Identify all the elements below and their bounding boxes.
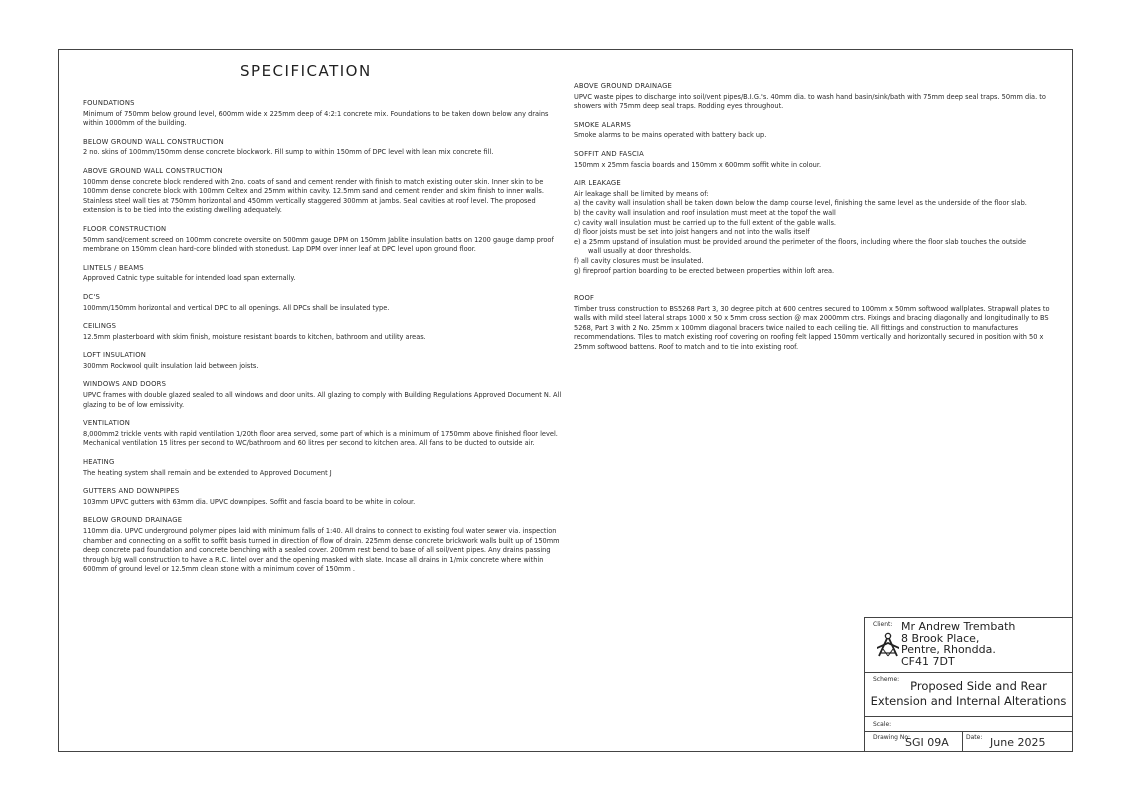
air-leakage-item: f) all cavity closures must be insulated. (574, 256, 704, 265)
spec-section-loft-insulation (83, 351, 563, 371)
section-heading: HEATING (83, 458, 115, 467)
left-column (83, 99, 563, 584)
spec-section-ventilation (83, 419, 563, 449)
spec-section-smoke-alarms (574, 121, 1060, 141)
section-heading: BELOW GROUND WALL CONSTRUCTION (83, 137, 224, 146)
section-heading: ABOVE GROUND WALL CONSTRUCTION (83, 166, 223, 175)
section-heading: SMOKE ALARMS (574, 120, 631, 129)
section-body: 50mm sand/cement screed on 100mm concrete oversite on 500mm gauge DPM on 150mm Jablite insulation batts on 1200 gauge damp proof membrane on 150mm clean hard-core blinded with stonedust. Lap DPM over inner leaf at DPC level upon ground floor. (83, 235, 554, 254)
spec-section-floor (83, 225, 563, 255)
client-address (901, 621, 1015, 667)
scale-label: Scale: (873, 721, 892, 728)
title-block-divider (962, 732, 963, 752)
section-body: UPVC frames with double glazed sealed to all windows and door units. All glazing to comply with Building Regulations Approved Document N. All glazing to be of low emissivity. (83, 391, 562, 409)
air-leakage-item: a) the cavity wall insulation shall be taken down below the damp course level, finishing the same level as the underside of the floor slab. (574, 199, 1027, 208)
section-heading: FLOOR CONSTRUCTION (83, 224, 167, 233)
section-body: Smoke alarms to be mains operated with battery back up. (574, 131, 767, 140)
section-heading: VENTILATION (83, 419, 131, 428)
air-leakage-item: wall usually at door thresholds. (588, 247, 692, 256)
drawing-date: June 2025 (990, 736, 1046, 749)
spec-section-below-ground-drainage (83, 516, 563, 575)
section-body: 150mm x 25mm fascia boards and 150mm x 600mm soffit white in colour. (574, 160, 822, 169)
drawing-number-row (865, 732, 1072, 752)
air-leakage-item: g) fireproof partion boarding to be erected between properties within loft area. (574, 266, 835, 275)
section-heading: FOUNDATIONS (83, 99, 135, 107)
spec-section-roof (574, 294, 1060, 353)
section-body: 2 no. skins of 100mm/150mm dense concrete blockwork. Fill sump to within 150mm of DPC level with lean mix concrete fill. (83, 148, 494, 157)
client-address-line: Pentre, Rhondda. (901, 643, 996, 656)
client-row (865, 618, 1072, 673)
air-leakage-item: e) a 25mm upstand of insulation must be provided around the perimeter of the floors, including where the floor slab touches the outside (574, 237, 1027, 246)
section-heading: ROOF (574, 294, 595, 303)
spec-section-gutters (83, 487, 563, 507)
air-leakage-item: c) cavity wall insulation must be carried up to the full extent of the gable walls. (574, 218, 836, 227)
scheme-line: Extension and Internal Alterations (870, 694, 1067, 708)
scheme-label: Scheme: (873, 676, 900, 683)
spec-section-soffit-fascia (574, 150, 1060, 170)
spec-section-heating (83, 458, 563, 478)
spec-section-lintels (83, 264, 563, 284)
section-heading: WINDOWS AND DOORS (83, 380, 167, 389)
title-block (864, 617, 1073, 752)
spec-section-above-ground-drainage (574, 82, 1060, 112)
client-label: Client: (873, 621, 893, 628)
section-body: 8,000mm2 trickle vents with rapid ventilation 1/20th floor area served, some part of which is a minimum of 1750mm above finished floor level. Mechanical ventilation 15 litres per second to WC/bathroom and 60 litres per second to kitchen area. All fans to be ducted to outside air. (83, 429, 558, 448)
section-body: 100mm dense concrete block rendered with 2no. coats of sand and cement render with finish to match existing outer skin. Inner skin to be 100mm dense concrete block with 100mm Celtex and 25mm within cavity. 12.5mm sand and cement render and skim finish to inner walls. Stainless steel wall ties at 750mm horizontal and 450mm vertically staggered 300mm at jambs. Seal cavities at roof level. The proposed extension is to be tied into the existing dwelling adequately. (83, 177, 544, 215)
spec-section-foundations (83, 99, 563, 129)
drawing-number: SGI 09A (905, 736, 949, 749)
spec-section-above-ground-wall (83, 167, 563, 216)
section-heading: LINTELS / BEAMS (83, 263, 144, 272)
spec-section-below-ground-wall (83, 138, 563, 158)
client-name: Mr Andrew Trembath (901, 620, 1016, 633)
air-leakage-item: b) the cavity wall insulation and roof insulation must meet at the topof the wall (574, 208, 836, 217)
section-body: Timber truss construction to BS5268 Part 3, 30 degree pitch at 600 centres secured to 100mm x 50mm softwood wallplates. Strapwall plates to walls with mild steel lateral straps 1000 x 50 x 5mm cross section @ max 2000mm ctrs. Fixings and bracing diagonally and longitudinally to BS 5268, Part 3 with 2 No. 25mm x 100mm diagonal bracers twice nailed to each ceiling tie. All fittings and construction to manufactures recommendations. Tiles to match existing roof covering on roofing felt lapped 150mm vertically and horizontally secured in position with 50 x 25mm softwood battens. Roof to match and to tie into existing roof. (574, 304, 1050, 352)
section-body: 100mm/150mm horizontal and vertical DPC to all openings. All DPCs shall be insulated type. (83, 303, 390, 312)
section-body: Minimum of 750mm below ground level, 600mm wide x 225mm deep of 4:2:1 concrete mix. Foundations to be taken down below any drains within 1000mm of the building. (83, 109, 549, 128)
section-heading: GUTTERS AND DOWNPIPES (83, 487, 180, 496)
spec-section-windows-doors (83, 380, 563, 410)
section-body: UPVC waste pipes to discharge into soil/vent pipes/B.I.G.'s. 40mm dia. to wash hand basin/sink/bath with 75mm deep seal traps. 50mm dia. to showers with 75mm deep seal traps. Rodding eyes throughout. (574, 92, 1046, 111)
section-body: 12.5mm plasterboard with skim finish, moisture resistant boards to kitchen, bathroom and utility areas. (83, 332, 426, 341)
scale-row (865, 717, 1072, 732)
air-leakage-intro: Air leakage shall be limited by means of: (574, 189, 709, 198)
section-body: 300mm Rockwool quilt insulation laid between joists. (83, 361, 259, 370)
section-heading: SOFFIT AND FASCIA (574, 149, 644, 158)
section-body: 103mm UPVC gutters with 63mm dia. UPVC downpipes. Soffit and fascia board to be white in colour. (83, 497, 416, 506)
section-body: The heating system shall remain and be extended to Approved Document J (83, 468, 332, 477)
section-heading: DC'S (83, 292, 100, 301)
spec-section-air-leakage (574, 179, 1060, 276)
page-title: SPECIFICATION (240, 62, 372, 80)
right-column (574, 82, 1060, 362)
section-heading: AIR LEAKAGE (574, 179, 621, 188)
section-heading: BELOW GROUND DRAINAGE (83, 516, 183, 525)
client-postcode: CF41 7DT (901, 654, 955, 668)
scheme-row (865, 673, 1072, 717)
drawing-no-label: Drawing No: (873, 734, 911, 741)
scheme-description (865, 679, 1072, 709)
scheme-line: Proposed Side and Rear (910, 679, 1047, 693)
compass-drafting-logo-icon (876, 632, 900, 658)
client-address-line: 8 Brook Place, (901, 631, 980, 645)
section-heading: LOFT INSULATION (83, 351, 147, 360)
spec-section-ceilings (83, 322, 563, 342)
section-body: 110mm dia. UPVC underground polymer pipes laid with minimum falls of 1:40. All drains to connect to existing foul water sewer via. inspection chamber and connecting on a soffit to soffit basis turned in direction of flow of drain. 225mm dense concrete brickwork walls built up of 150mm deep concrete pad foundation and concrete benching with a sealed cover. 200mm rest bend to base of all soil/vent pipes. Any drains passing through b/g wall construction to have a R.C. lintel over and the opening masked with slate. Incase all drains in 1/mix concrete where within 600mm of ground level or 12.5mm clean stone with a minimum cover of 150mm . (83, 527, 560, 574)
section-heading: ABOVE GROUND DRAINAGE (574, 82, 673, 90)
section-heading: CEILINGS (83, 322, 117, 331)
spec-section-dpc (83, 293, 563, 313)
date-label: Date: (966, 734, 983, 741)
section-body: Approved Catnic type suitable for intended load span externally. (83, 274, 296, 283)
air-leakage-item: d) floor joists must be set into joist hangers and not into the walls itself (574, 228, 810, 237)
